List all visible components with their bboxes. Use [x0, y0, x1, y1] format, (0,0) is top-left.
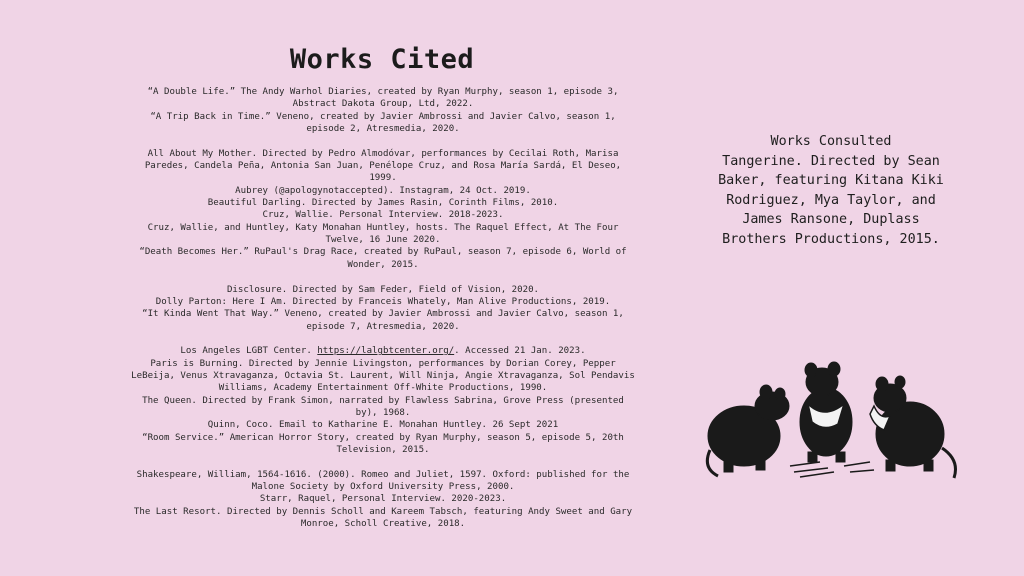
citation-entry: Starr, Raquel, Personal Interview. 2020-2023.	[259, 494, 507, 505]
rat-right	[870, 376, 956, 478]
page-title: Works Cited	[289, 44, 475, 75]
three-rats-illustration	[704, 354, 960, 484]
ground-scraps	[790, 462, 874, 477]
citation-entry: “A Double Life.” The Andy Warhol Diaries, created by Ryan Murphy, season 1, episode 3, Abstract Dakota Group, Ltd, 2022.	[147, 87, 619, 110]
citation-entry: The Last Resort. Directed by Dennis Scholl and Kareem Tabsch, featuring Andy Sweet and Gary Monroe, Scholl Creative, 2018.	[133, 506, 633, 530]
citation-entry: The Queen. Directed by Frank Simon, narrated by Flawless Sabrina, Grove Press (presented by), 1968.	[142, 395, 624, 418]
citation-entry: Quinn, Coco. Email to Katharine E. Monahan Huntley. 26 Sept 2021	[207, 420, 559, 431]
citation-entry-lgbt-center	[130, 345, 636, 357]
citation-entry: “It Kinda Went That Way.” Veneno, created by Javier Ambrossi and Javier Calvo, season 1, episode 7, Atresmedia, 2020.	[142, 309, 624, 332]
citation-entry: Cruz, Wallie. Personal Interview. 2018-2023.	[262, 210, 504, 221]
citation-entry: Disclosure. Directed by Sam Feder, Field of Vision, 2020.	[226, 284, 540, 295]
citation-text: . Accessed 21 Jan. 2023.	[454, 346, 586, 357]
citation-text: Los Angeles LGBT Center.	[180, 346, 318, 357]
citation-entry: “Room Service.” American Horror Story, created by Ryan Murphy, season 5, episode 5, 20th Television, 2015.	[142, 432, 624, 455]
works-consulted-entry: Tangerine. Directed by Sean Baker, featuring Kitana Kiki Rodriguez, Mya Taylor, and James Ransone, Duplass Brothers Productions, 2015.	[718, 153, 944, 247]
citation-entry: “Death Becomes Her.” RuPaul's Drag Race, created by RuPaul, season 7, episode 6, World of Wonder, 2015.	[139, 247, 627, 270]
works-cited-list	[130, 86, 636, 530]
rat-middle	[800, 362, 852, 462]
citation-entry: All About My Mother. Directed by Pedro Almodóvar, performances by Cecilai Roth, Marisa Paredes, Candela Peña, Antonia San Juan, Penélope Cruz, and Rosa María Sardá, El Deseo, 1999.	[144, 148, 622, 184]
rat-left	[707, 385, 789, 476]
works-consulted-heading: Works Consulted	[770, 134, 892, 149]
citation-entry: Beautiful Darling. Directed by James Rasin, Corinth Films, 2010.	[207, 198, 559, 209]
citation-entry: Aubrey (@apologynotaccepted). Instagram, 24 Oct. 2019.	[235, 185, 531, 196]
works-consulted	[716, 132, 946, 250]
citation-entry: Paris is Burning. Directed by Jennie Livingston, performances by Dorian Corey, Pepper LeBeija, Venus Xtravaganza, Octavia St. Laurent, Will Ninja, Angie Xtravaganza, Sol Pendavis Williams, Academy Entertainment Off-White Productions, 1990.	[131, 358, 635, 394]
citation-entry: Dolly Parton: Here I Am. Directed by Franceis Whately, Man Alive Productions, 2019.	[155, 296, 611, 307]
citation-entry: Shakespeare, William, 1564-1616. (2000). Romeo and Juliet, 1597. Oxford: published for the Malone Society by Oxford University Press, 2000.	[136, 469, 630, 492]
spacer	[130, 456, 636, 468]
spacer	[130, 135, 636, 147]
spacer	[130, 333, 636, 345]
spacer	[130, 271, 636, 283]
lgbt-center-link[interactable]: https://lalgbtcenter.org/	[317, 346, 455, 357]
citation-entry: Cruz, Wallie, and Huntley, Katy Monahan Huntley, hosts. The Raquel Effect, At The Four Twelve, 16 June 2020.	[147, 222, 619, 246]
citation-entry: “A Trip Back in Time.” Veneno, created by Javier Ambrossi and Javier Calvo, season 1, episode 2, Atresmedia, 2020.	[150, 111, 616, 135]
